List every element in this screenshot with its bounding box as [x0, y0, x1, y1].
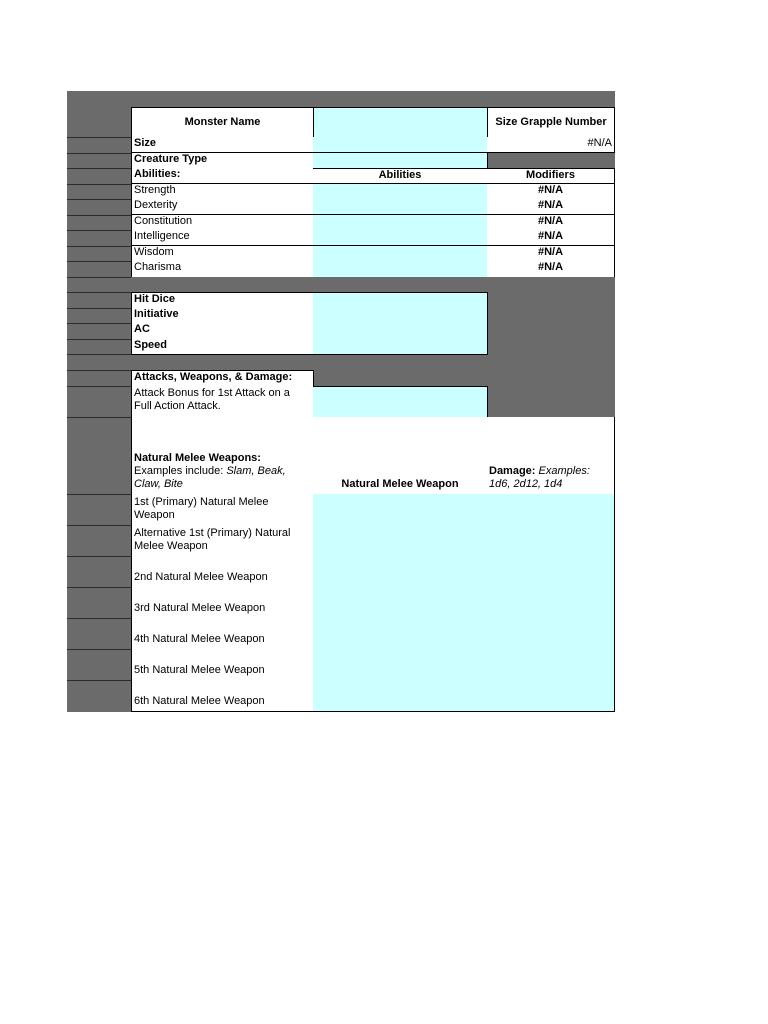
- row-divider: [67, 649, 131, 650]
- weapon-input-6[interactable]: [313, 649, 488, 681]
- abilities-section-label: Abilities:: [131, 168, 314, 184]
- natural-melee-examples-prefix: Examples include:: [134, 465, 224, 477]
- weapon-row-label-5: 4th Natural Melee Weapon: [131, 618, 314, 650]
- damage-input-2[interactable]: [487, 525, 615, 557]
- row-divider: [67, 556, 131, 557]
- damage-input-4[interactable]: [487, 587, 615, 619]
- natural-melee-examples-line2: Claw, Bite: [134, 478, 183, 490]
- attack-bonus-label-line2: Full Action Attack.: [134, 400, 221, 412]
- row-divider: [67, 308, 131, 309]
- ability-input-wisdom[interactable]: [313, 246, 488, 262]
- ability-input-constitution[interactable]: [313, 215, 488, 231]
- creature-type-input[interactable]: [313, 153, 488, 169]
- row-divider: [67, 354, 131, 355]
- row-divider: [67, 494, 131, 495]
- hit-dice-label: Hit Dice: [131, 292, 314, 309]
- natural-melee-weapon-column-header: Natural Melee Weapon: [313, 417, 488, 495]
- weapon-input-5[interactable]: [313, 618, 488, 650]
- natural-melee-heading: Natural Melee Weapons:: [134, 452, 261, 464]
- row-divider: [67, 292, 131, 293]
- row-divider: [67, 230, 131, 231]
- gray-band-after-speed: [131, 355, 487, 370]
- ability-name-charisma: Charisma: [131, 261, 314, 277]
- damage-input-3[interactable]: [487, 556, 615, 588]
- ability-input-dexterity[interactable]: [313, 199, 488, 215]
- ability-name-intelligence: Intelligence: [131, 230, 314, 246]
- weapon-input-7[interactable]: [313, 680, 488, 712]
- ability-name-wisdom: Wisdom: [131, 246, 314, 262]
- gray-right-of-size-grapple: [487, 153, 615, 169]
- gray-block-combat: [487, 293, 615, 417]
- attack-bonus-label: [131, 386, 314, 418]
- speed-input[interactable]: [313, 339, 488, 355]
- damage-input-1[interactable]: [487, 494, 615, 526]
- weapon-input-2[interactable]: [313, 525, 488, 557]
- row-divider: [67, 370, 131, 371]
- row-divider: [67, 386, 131, 387]
- weapon-row-label-line2: Weapon: [134, 509, 175, 521]
- weapon-input-1[interactable]: [313, 494, 488, 526]
- weapon-row-label-2: [131, 525, 314, 557]
- creature-type-label: Creature Type: [131, 153, 314, 169]
- weapon-row-label-1: [131, 494, 314, 526]
- damage-input-5[interactable]: [487, 618, 615, 650]
- weapon-row-label-4: 3rd Natural Melee Weapon: [131, 587, 314, 619]
- ability-modifier-intelligence: #N/A: [487, 230, 615, 246]
- left-gray-column: [67, 107, 131, 712]
- damage-column-header: [487, 417, 615, 495]
- ability-modifier-strength: #N/A: [487, 184, 615, 200]
- ability-input-intelligence[interactable]: [313, 230, 488, 246]
- row-divider: [67, 339, 131, 340]
- size-label: Size: [131, 137, 314, 153]
- ability-modifier-wisdom: #N/A: [487, 246, 615, 262]
- ability-input-charisma[interactable]: [313, 261, 488, 277]
- size-grapple-value: #N/A: [487, 137, 615, 153]
- hit-dice-input[interactable]: [313, 292, 488, 309]
- weapon-row-label-6: 5th Natural Melee Weapon: [131, 649, 314, 681]
- size-input[interactable]: [313, 137, 488, 153]
- weapon-row-label-3: 2nd Natural Melee Weapon: [131, 556, 314, 588]
- damage-examples-values: 1d6, 2d12, 1d4: [489, 478, 563, 490]
- row-divider: [67, 525, 131, 526]
- ability-name-constitution: Constitution: [131, 215, 314, 231]
- ability-name-dexterity: Dexterity: [131, 199, 314, 215]
- row-divider: [67, 277, 131, 278]
- row-divider: [67, 168, 131, 169]
- attack-bonus-input[interactable]: [313, 386, 488, 418]
- row-divider: [67, 618, 131, 619]
- initiative-input[interactable]: [313, 308, 488, 324]
- attack-bonus-label-line1: Attack Bonus for 1st Attack on a: [134, 387, 290, 399]
- row-divider: [67, 261, 131, 262]
- weapon-input-3[interactable]: [313, 556, 488, 588]
- modifiers-column-header: Modifiers: [487, 168, 615, 184]
- row-divider: [67, 184, 131, 185]
- ability-modifier-dexterity: #N/A: [487, 199, 615, 215]
- row-divider: [67, 587, 131, 588]
- damage-input-7[interactable]: [487, 680, 615, 712]
- ac-label: AC: [131, 323, 314, 340]
- damage-examples-label: Examples:: [538, 465, 590, 477]
- weapon-row-label-line2: Melee Weapon: [134, 540, 208, 552]
- natural-melee-examples-line1: [134, 465, 286, 478]
- row-divider: [67, 153, 131, 154]
- row-divider: [67, 199, 131, 200]
- initiative-label: Initiative: [131, 308, 314, 324]
- monster-name-label: Monster Name: [131, 107, 314, 138]
- damage-header-line1: [489, 465, 590, 478]
- ability-modifier-charisma: #N/A: [487, 261, 615, 277]
- ability-name-strength: Strength: [131, 184, 314, 200]
- gray-right-of-attacks-heading: [313, 370, 487, 387]
- row-divider: [67, 417, 131, 418]
- natural-melee-heading-cell: [131, 417, 314, 495]
- ac-input[interactable]: [313, 323, 488, 340]
- monster-name-input[interactable]: [313, 107, 488, 138]
- top-gray-band: [67, 91, 615, 107]
- weapon-input-4[interactable]: [313, 587, 488, 619]
- weapon-row-label-line1: Alternative 1st (Primary) Natural: [134, 527, 291, 539]
- row-divider: [67, 680, 131, 681]
- ability-input-strength[interactable]: [313, 184, 488, 200]
- row-divider: [67, 323, 131, 324]
- row-divider: [67, 215, 131, 216]
- weapon-row-label-line1: 1st (Primary) Natural Melee: [134, 496, 269, 508]
- row-divider: [67, 137, 131, 138]
- weapon-row-label-7: 6th Natural Melee Weapon: [131, 680, 314, 712]
- row-divider: [67, 246, 131, 247]
- abilities-column-header: Abilities: [313, 168, 488, 184]
- natural-melee-examples-italic: Slam, Beak,: [226, 465, 286, 477]
- ability-modifier-constitution: #N/A: [487, 215, 615, 231]
- damage-input-6[interactable]: [487, 649, 615, 681]
- gray-band-after-abilities: [131, 277, 615, 293]
- speed-label: Speed: [131, 339, 314, 355]
- size-grapple-number-label: Size Grapple Number: [487, 107, 615, 138]
- damage-label: Damage:: [489, 465, 536, 477]
- attacks-heading: Attacks, Weapons, & Damage:: [131, 370, 314, 387]
